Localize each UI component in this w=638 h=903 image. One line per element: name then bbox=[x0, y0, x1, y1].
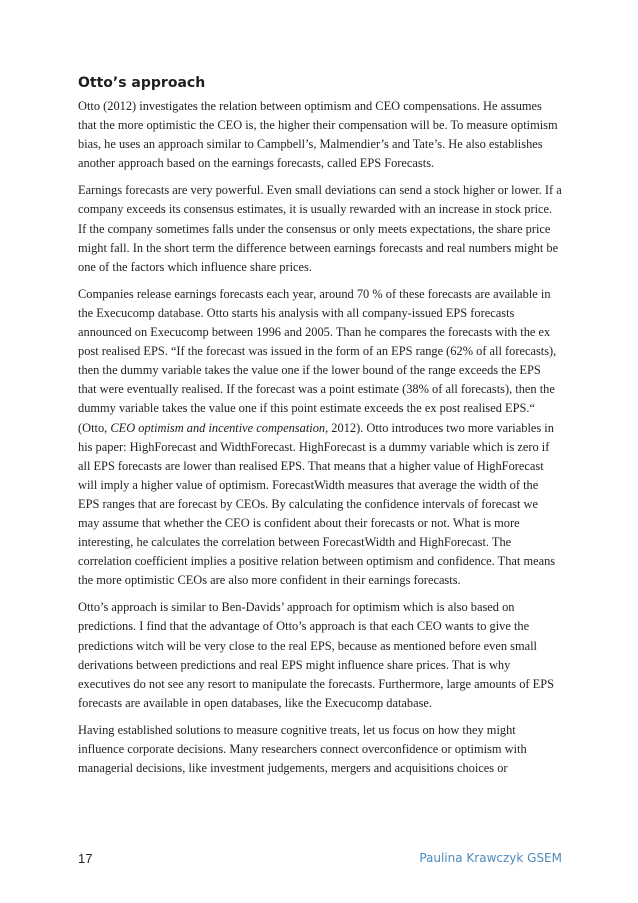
paragraph-3-citation-title: CEO optimism and incentive compensation, bbox=[110, 420, 329, 435]
footer-author: Paulina Krawczyk GSEM bbox=[419, 851, 562, 865]
paragraph-5: Having established solutions to measure cognitive treats, let us focus on how they might influence corporate decisions. Many researchers connect overconfidence or optimism with managerial decisions, like investment judgements, mergers and acquisitions choices or bbox=[78, 722, 527, 776]
page-number: 17 bbox=[78, 851, 93, 866]
page-footer bbox=[78, 851, 562, 867]
paragraph-3-text-before-citation: Companies release earnings forecasts each year, around 70 % of these forecasts are available in the Execucomp database. Otto starts his analysis with all company-issued EPS forecasts announced on Execucomp between 1996 and 2005. Than he compares the forecasts with the ex post realised EPS. “If the forecast was issued in the form of an EPS range (62% of all forecasts), then the dummy variable takes the value one if the lower bound of the range exceeds the EPS that were eventually realised. If the forecast was a point estimate (38% of all forecasts), then the dummy variable takes the value one if this point estimate exceeds the ex post realised EPS.“ (Otto, bbox=[78, 286, 557, 435]
page-content bbox=[78, 74, 562, 786]
paragraph-4: Otto’s approach is similar to Ben-Davids’ approach for optimism which is also based on predictions. I find that the advantage of Otto’s approach is that each CEO wants to give the predictions witch will be very close to the real EPS, because as mentioned before even small derivations between predictions and real EPS might influence share prices. That is why executives do not see any resort to manipulate the forecasts. Furthermore, large amounts of EPS forecasts are available in open databases, like the Execucomp database. bbox=[78, 600, 554, 710]
paragraph-2: Earnings forecasts are very powerful. Even small deviations can send a stock higher or lower. If a company exceeds its consensus estimates, it is usually rewarded with an increase in stock price. If the company sometimes falls under the consensus or only meets expectations, the share price might fall. In the short term the difference between earnings forecasts and real numbers might be one of the factors which influence share prices. bbox=[78, 183, 562, 274]
section-heading: Otto’s approach bbox=[78, 75, 206, 91]
paragraph-3-text-after-citation: 2012). Otto introduces two more variables in his paper: HighForecast and WidthForecast. HighForecast is a dummy variable which is zero if all EPS forecasts are lower than realised EPS. That means that a higher value of HighForecast will imply a higher value of optimism. ForecastWidth measures that average the width of the EPS ranges that are forecast by CEOs. By calculating the confidence intervals of forecast we may assume that whether the CEO is confident about their forecasts or not. What is more interesting, he calculates the correlation between ForecastWidth and HighForecast. The correlation coefficient implies a positive relation between optimism and confidence. That means the more optimistic CEOs are also more confident in their earnings forecasts. bbox=[78, 420, 556, 588]
paragraph-1: Otto (2012) investigates the relation between optimism and CEO compensations. He assumes that the more optimistic the CEO is, the higher their compensation will be. To measure optimism bias, he uses an approach similar to Campbell’s, Malmendier’s and Tate’s. He also establishes another approach based on the earnings forecasts, called EPS Forecasts. bbox=[78, 99, 558, 171]
paragraph-3 bbox=[78, 285, 562, 591]
